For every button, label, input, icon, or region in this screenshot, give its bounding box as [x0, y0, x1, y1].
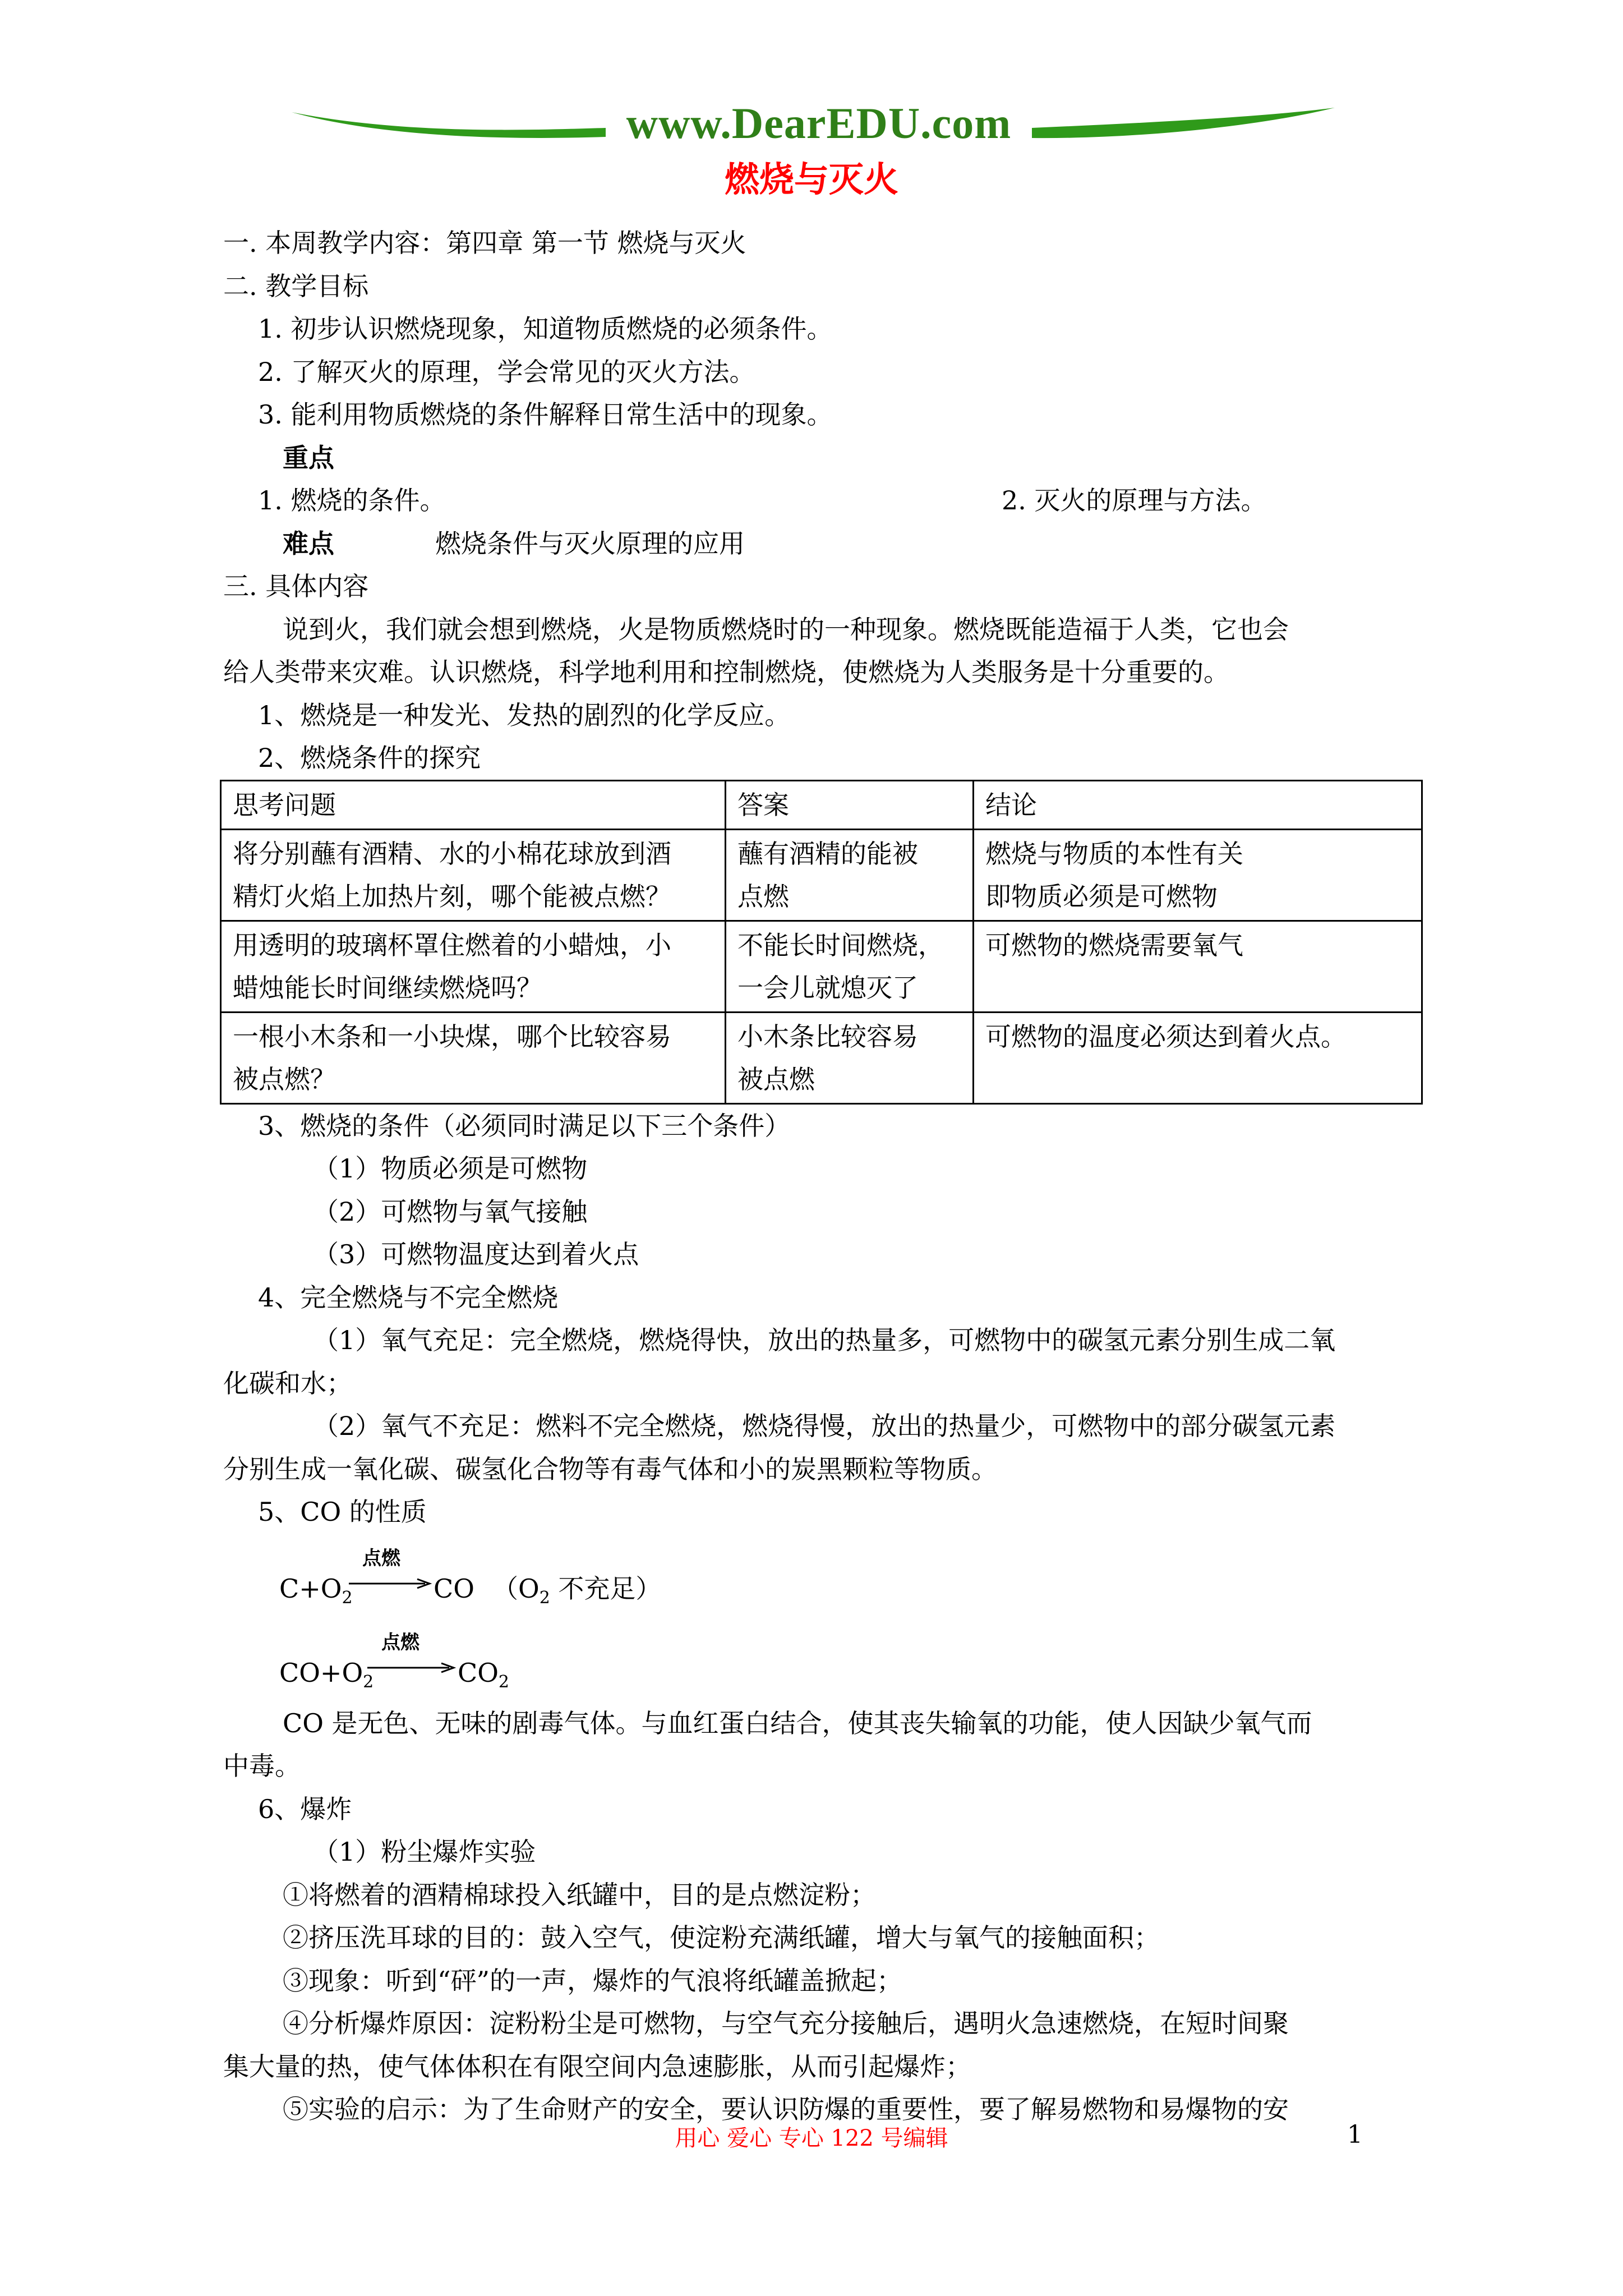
- footer-editor-note: 用心 爱心 专心 122 号编辑: [675, 2125, 948, 2151]
- experiment-step-2: ②挤压洗耳球的目的：鼓入空气，使淀粉充满纸罐，增大与氧气的接触面积；: [283, 1922, 1160, 1953]
- page-title: 燃烧与灭火: [724, 159, 898, 200]
- intro-line-2: 给人类带来灾难。认识燃烧，科学地利用和控制燃烧，使燃烧为人类服务是十分重要的。: [223, 657, 1229, 687]
- reaction-arrow-icon: [366, 1662, 456, 1674]
- table-header-row: [221, 780, 1422, 829]
- experiment-step-4-line-2: 集大量的热，使气体体积在有限空间内急速膨胀，从而引起爆炸；: [223, 2051, 971, 2082]
- table-cell-answer: 小木条比较容易 被点燃: [726, 1012, 974, 1103]
- equation-2: [223, 1618, 1420, 1702]
- equation-1-rhs: CO: [434, 1573, 474, 1604]
- goal-2: 2. 了解灭火的原理，学会常见的灭火方法。: [258, 356, 755, 387]
- difficulty-row: [223, 522, 1420, 565]
- experiment-step-3: ③现象：听到“砰”的一声，爆炸的气浪将纸罐盖掀起；: [283, 1965, 903, 1996]
- equation-2-condition: 点燃: [381, 1631, 419, 1654]
- condition-1: （1）物质必须是可燃物: [313, 1153, 588, 1184]
- table-header-answer: 答案: [726, 780, 974, 829]
- point-2: 2、燃烧条件的探究: [258, 743, 481, 773]
- co-desc-line-2: 中毒。: [223, 1751, 301, 1781]
- reaction-arrow-icon: [348, 1577, 432, 1590]
- equation-2-lhs: $CO+O_2$: [279, 1657, 374, 1692]
- key-points-row: [223, 479, 1420, 522]
- intro-line-1: 说到火，我们就会想到燃烧，火是物质燃烧时的一种现象。燃烧既能造福于人类，它也会: [283, 614, 1289, 645]
- co-desc-line-1: CO 是无色、无味的剧毒气体。与血红蛋白结合，使其丧失输氧的功能，使人因缺少氧气而: [283, 1708, 1312, 1738]
- point-3: 3、燃烧的条件（必须同时满足以下三个条件）: [258, 1110, 791, 1141]
- incomplete-combustion-line-1: （2）氧气不充足：燃料不完全燃烧，燃烧得慢，放出的热量少，可燃物中的部分碳氢元素: [313, 1411, 1336, 1441]
- experiment-step-4-line-1: ④分析爆炸原因：淀粉粉尘是可燃物，与空气充分接触后，遇明火急速燃烧，在短时间聚: [283, 2008, 1289, 2039]
- table-cell-answer: 不能长时间燃烧， 一会儿就熄灭了: [726, 921, 974, 1012]
- experiment-title: （1）粉尘爆炸实验: [313, 1837, 536, 1867]
- key-point-2: 2. 灭火的原理与方法。: [1002, 485, 1267, 516]
- table-cell-conclusion: 燃烧与物质的本性有关 即物质必须是可燃物: [974, 829, 1422, 921]
- table-cell-answer: 蘸有酒精的能被 点燃: [726, 829, 974, 921]
- page-footer: [0, 2120, 1623, 2160]
- section-1: 一. 本周教学内容：第四章 第一节 燃烧与灭火: [223, 228, 746, 258]
- site-header: [292, 95, 1335, 157]
- section-2: 二. 教学目标: [223, 270, 369, 301]
- equation-2-rhs: $CO_2$: [458, 1657, 510, 1692]
- table-header-conclusion: 结论: [974, 780, 1422, 829]
- equation-1-note: （$O_2$ 不充足）: [492, 1573, 662, 1608]
- experiment-step-5: ⑤实验的启示：为了生命财产的安全，要认识防爆的重要性，要了解易燃物和易爆物的安: [283, 2094, 1289, 2124]
- point-4: 4、完全燃烧与不完全燃烧: [258, 1282, 559, 1313]
- point-1: 1、燃烧是一种发光、发热的剧烈的化学反应。: [258, 700, 791, 730]
- page-number: 1: [1347, 2120, 1363, 2149]
- goal-3: 3. 能利用物质燃烧的条件解释日常生活中的现象。: [258, 399, 833, 430]
- complete-combustion-line-1: （1）氧气充足：完全燃烧，燃烧得快，放出的热量多，可燃物中的碳氢元素分别生成二氧: [313, 1325, 1336, 1355]
- equation-1-condition: 点燃: [362, 1547, 400, 1570]
- incomplete-combustion-line-2: 分别生成一氧化碳、碳氢化合物等有毒气体和小的炭黑颗粒等物质。: [223, 1453, 997, 1484]
- table-cell-question: 将分别蘸有酒精、水的小棉花球放到酒 精灯火焰上加热片刻，哪个能被点燃？: [221, 829, 726, 921]
- table-row: [221, 829, 1422, 921]
- difficulty-text: 燃烧条件与灭火原理的应用: [435, 528, 745, 559]
- complete-combustion-line-2: 化碳和水；: [223, 1368, 352, 1398]
- goal-1: 1. 初步认识燃烧现象，知道物质燃烧的必须条件。: [258, 314, 833, 344]
- point-5: 5、CO 的性质: [258, 1497, 427, 1527]
- table-row: [221, 1012, 1422, 1103]
- table-row: [221, 921, 1422, 1012]
- table-cell-conclusion: 可燃物的燃烧需要氧气: [974, 921, 1422, 1012]
- table-header-question: 思考问题: [221, 780, 726, 829]
- section-3: 三. 具体内容: [223, 571, 369, 601]
- site-logo-text[interactable]: www.DearEDU.com: [626, 99, 1012, 148]
- condition-3: （3）可燃物温度达到着火点: [313, 1239, 639, 1269]
- combustion-table: [220, 780, 1423, 1105]
- equation-1-lhs: $C+O_2$: [279, 1573, 353, 1608]
- condition-2: （2）可燃物与氧气接触: [313, 1196, 588, 1227]
- equation-1: [223, 1534, 1420, 1618]
- key-point-1: 1. 燃烧的条件。: [258, 485, 446, 516]
- table-cell-question: 用透明的玻璃杯罩住燃着的小蜡烛，小 蜡烛能长时间继续燃烧吗？: [221, 921, 726, 1012]
- document-body: [223, 222, 1420, 2131]
- difficulty-label: 难点: [283, 528, 334, 559]
- table-cell-conclusion: 可燃物的温度必须达到着火点。: [974, 1012, 1422, 1103]
- point-6: 6、爆炸: [258, 1793, 352, 1824]
- table-cell-question: 一根小木条和一小块煤，哪个比较容易 被点燃？: [221, 1012, 726, 1103]
- experiment-step-1: ①将燃着的酒精棉球投入纸罐中，目的是点燃淀粉；: [283, 1879, 876, 1910]
- key-points-label: 重点: [283, 442, 334, 473]
